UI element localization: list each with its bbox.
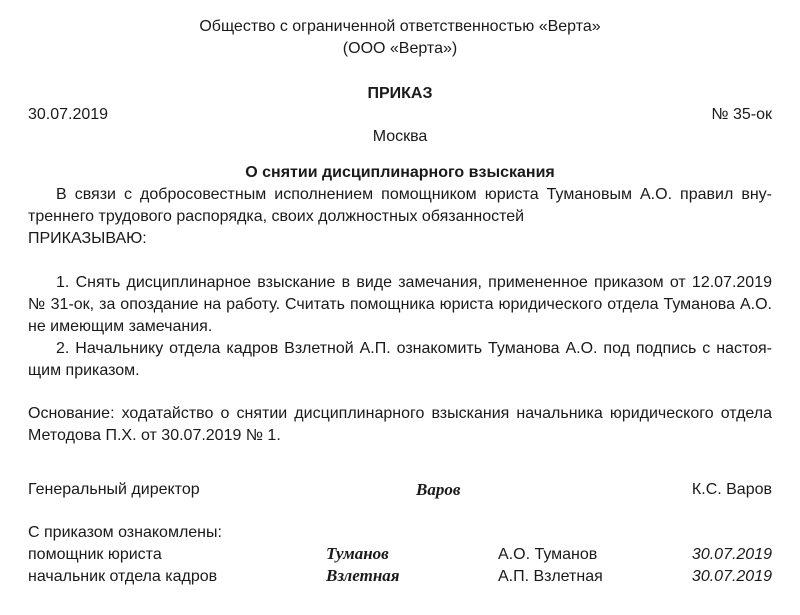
director-signature: Варов bbox=[416, 480, 461, 499]
acquaintance-position: помощник юриста bbox=[28, 546, 162, 563]
acquaintance-name: А.О. Туманов bbox=[498, 546, 598, 563]
acquaintance-position: начальник отдела кадров bbox=[28, 568, 218, 585]
acquaintance-date: 30.07.2019 bbox=[691, 568, 772, 585]
item-2-line-2: щим приказом. bbox=[28, 362, 140, 379]
item-1-line-3: не имеющим замечания. bbox=[28, 318, 213, 335]
basis-line-1: Основание: ходатайство о снятии дисциплинарного взыскания начальника юридического отдела bbox=[28, 405, 772, 422]
acquaintance-signature: Взлетная bbox=[326, 566, 400, 585]
item-2-line-1: 2. Начальнику отдела кадров Взлетной А.П. ознакомить Туманова А.О. под подпись с настоя- bbox=[56, 340, 772, 357]
director-position: Генеральный директор bbox=[28, 481, 200, 498]
acquaintance-heading: С приказом ознакомлены: bbox=[28, 524, 222, 541]
acquaintance-name: А.П. Взлетная bbox=[498, 568, 603, 585]
order-number: № 35-ок bbox=[711, 106, 772, 123]
basis-line-2: Методова П.Х. от 30.07.2019 № 1. bbox=[28, 427, 281, 444]
order-title: ПРИКАЗ bbox=[367, 85, 433, 102]
item-1-line-2: № 31-ок, за опоздание на работу. Считать помощника юриста юридического отдела Туманова А.О. bbox=[28, 296, 772, 313]
director-name: К.С. Варов bbox=[691, 481, 772, 498]
acquaintance-signature: Туманов bbox=[326, 544, 389, 563]
org-short-name: (ООО «Верта») bbox=[342, 40, 458, 57]
item-1-line-1: 1. Снять дисциплинарное взыскание в виде замечания, примененное приказом от 12.07.2019 bbox=[56, 274, 772, 291]
order-subject: О снятии дисциплинарного взыскания bbox=[245, 164, 555, 181]
org-name: Общество с ограниченной ответственностью «Верта» bbox=[199, 18, 601, 35]
intro-line-2: треннего трудового распорядка, своих должностных обязанностей bbox=[28, 208, 525, 225]
decree-word: ПРИКАЗЫВАЮ: bbox=[28, 230, 147, 247]
intro-line-1: В связи с добросовестным исполнением помощником юриста Тумановым А.О. правил вну- bbox=[56, 186, 772, 203]
order-date: 30.07.2019 bbox=[28, 106, 109, 123]
acquaintance-date: 30.07.2019 bbox=[691, 546, 772, 563]
order-city: Москва bbox=[372, 128, 428, 145]
